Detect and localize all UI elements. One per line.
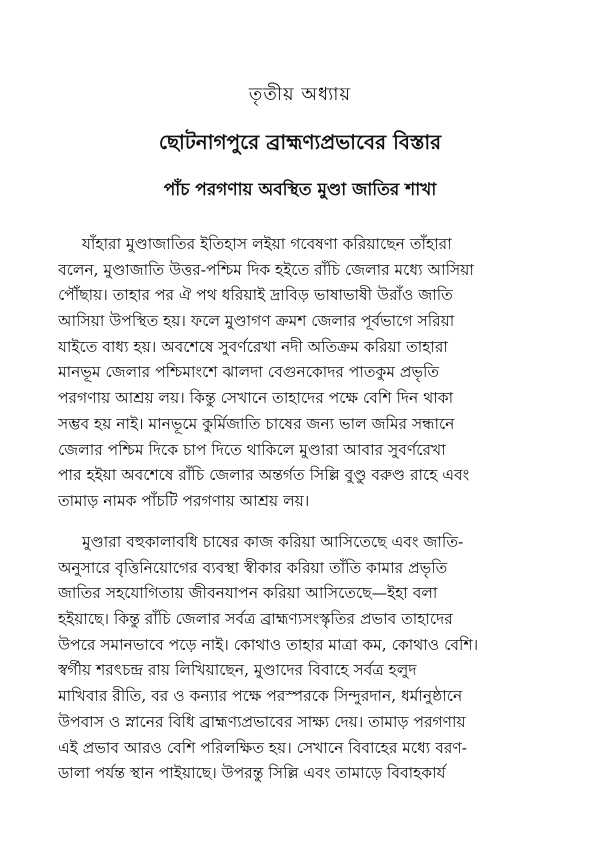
text-line: সম্ভব হয় নাই। মানভূমে কুর্মিজাতি চাষের জন্য ভাল জমির সন্ধানে [58, 414, 455, 433]
text-line: যাঁহারা মুণ্ডাজাতির ইতিহাস লইয়া গবেষণা করিয়াছেন তাঁহারা [82, 235, 452, 253]
text-line: স্বর্গীয় শরৎচন্দ্র রায় লিখিয়াছেন, মুণ্ডাদের বিবাহে সর্বত্র হলুদ [58, 661, 417, 680]
paragraph-2 [58, 530, 588, 787]
text-line: জাতির সহযোগিতায় জীবনযাপন করিয়া আসিতেছে—ইহা বলা [58, 584, 438, 603]
section-title: ছোটনাগপুরে ব্রাহ্মণ্যপ্রভাবের বিস্তার [158, 130, 442, 154]
text-line: তামাড় নামক পাঁচটি পরগণায় আশ্রয় লয়। [58, 491, 310, 510]
text-line: মুণ্ডারা বহুকালাবধি চাষের কাজ করিয়া আসিতেছে এবং জাতি- [82, 533, 464, 551]
text-line: মানভূম জেলার পশ্চিমাংশে ঝালদা বেগুনকোদর পাতকুম প্রভৃতি [58, 363, 440, 382]
text-line: যাইতে বাধ্য হয়। অবশেষে সুবর্ণরেখা নদী অতিক্রম করিয়া তাহারা [58, 337, 448, 356]
text-line: উপরে সমানভাবে পড়ে নাই। কোথাও তাহার মাত্রা কম, কোথাও বেশি। [58, 635, 479, 654]
text-line: উপবাস ও স্নানের বিধি ব্রাহ্মণ্যপ্রভাবের সাক্ষ্য দেয়। তামাড় পরগণায় [58, 712, 466, 731]
text-line: অনুসারে বৃত্তিনিয়োগের ব্যবস্থা স্বীকার করিয়া তাঁতি কামার প্রভৃতি [58, 558, 448, 577]
chapter-heading: তৃতীয় অধ্যায় [248, 84, 352, 105]
text-line: হইয়াছে। কিন্তু রাঁচি জেলার সর্বত্র ব্রাহ্মণ্যসংস্কৃতির প্রভাব তাহাদের [58, 610, 453, 629]
text-line: পরগণায় আশ্রয় লয়। কিন্তু সেখানে তাহাদের পক্ষে বেশি দিন থাকা [58, 389, 454, 408]
text-line: জেলার পশ্চিম দিকে চাপ দিতে থাকিলে মুণ্ডারা আবার সুবর্ণরেখা [58, 440, 446, 459]
paragraph-1 [58, 232, 588, 515]
section-subtitle: পাঁচ পরগণায় অবস্থিত মুণ্ডা জাতির শাখা [163, 180, 437, 200]
text-line: পৌঁছায়। তাহার পর ঐ পথ ধরিয়াই দ্রাবিড় ভাষাভাষী উরাঁও জাতি [58, 286, 453, 305]
text-line: পার হইয়া অবশেষে রাঁচি জেলার অন্তর্গত সিল্লি বুণ্ডু বরুণ্ড রাহে এবং [58, 466, 470, 485]
text-line: ডালা পর্যন্ত স্থান পাইয়াছে। উপরন্তু সিল্লি এবং তামাড়ে বিবাহকার্য [58, 764, 446, 783]
text-line: এই প্রভাব আরও বেশি পরিলক্ষিত হয়। সেখানে বিবাহের মধ্যে বরণ- [58, 738, 467, 757]
text-line: মাখিবার রীতি, বর ও কন্যার পক্ষে পরস্পরকে সিন্দুরদান, ধর্মানুষ্ঠানে [58, 687, 463, 706]
text-line: আসিয়া উপস্থিত হয়। ফলে মুণ্ডাগণ ক্রমশ জেলার পূর্বভাগে সরিয়া [58, 312, 455, 331]
text-line: বলেন, মুণ্ডাজাতি উত্তর-পশ্চিম দিক হইতে রাঁচি জেলার মধ্যে আসিয়া [58, 260, 474, 279]
